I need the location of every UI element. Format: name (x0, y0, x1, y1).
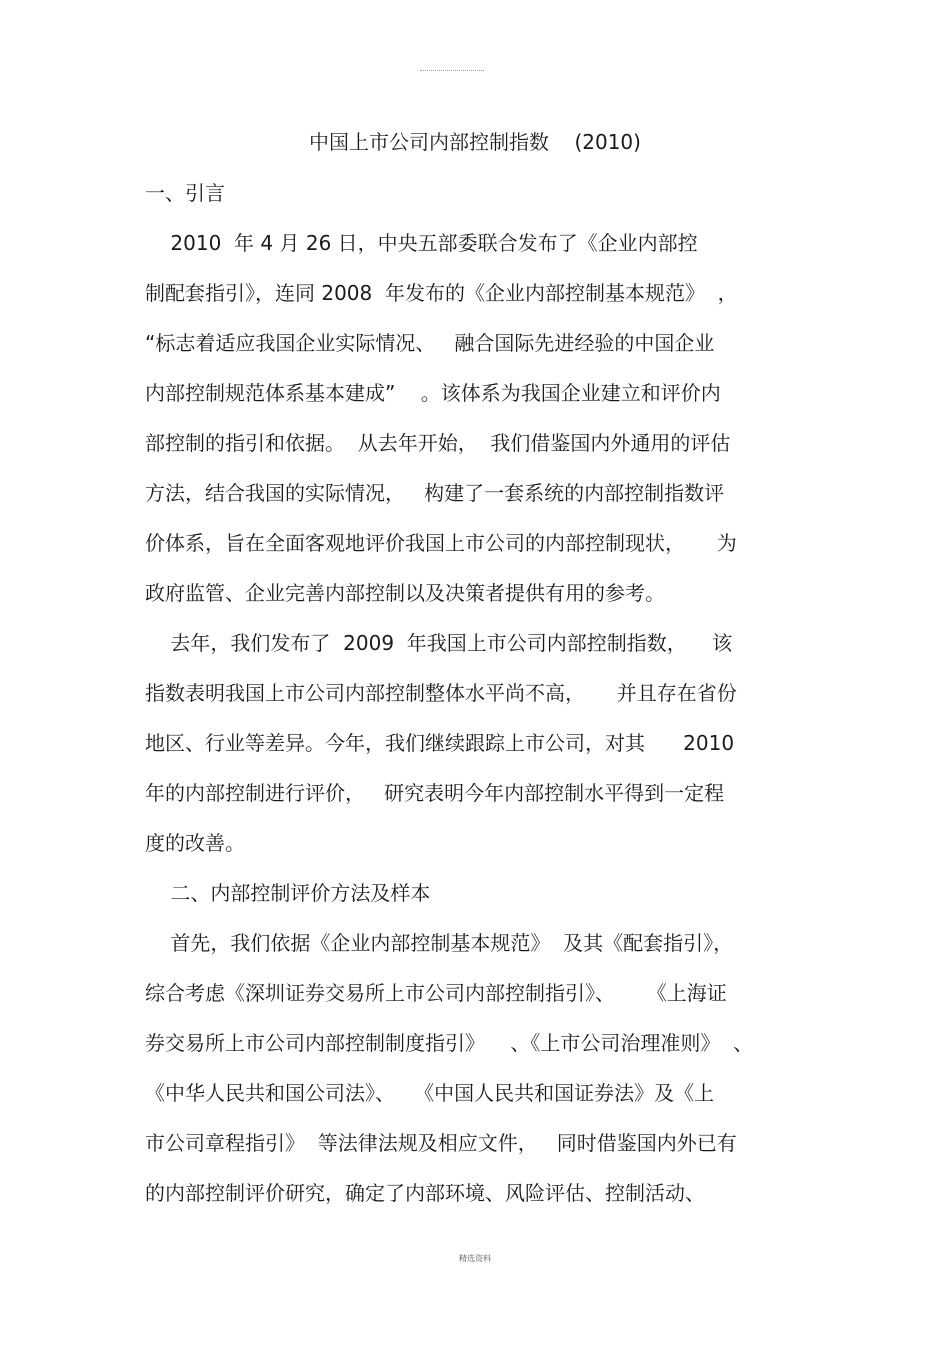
text-line: 指数表明我国上市公司内部控制整体水平尚不高， 并且存在省份 (145, 681, 737, 705)
text-line: 政府监管、企业完善内部控制以及决策者提供有用的参考。 (145, 581, 665, 605)
text-line: 的内部控制评价研究，确定了内部环境、风险评估、控制活动、 (145, 1181, 705, 1205)
text-line: 方法，结合我国的实际情况， 构建了一套系统的内部控制指数评 (145, 481, 725, 505)
body-text (145, 228, 810, 1228)
text-line: 市公司章程指引》 等法律法规及相应文件， 同时借鉴国内外已有 (145, 1131, 737, 1155)
header-dotted-rule (420, 70, 484, 71)
text-line: 首先，我们依据《企业内部控制基本规范》 及其《配套指引》， (145, 931, 734, 955)
text-line: 制配套指引》，连同 2008 年发布的《企业内部控制基本规范》 ， (145, 281, 738, 305)
text-line: 去年，我们发布了 2009 年我国上市公司内部控制指数， 该 (145, 631, 733, 655)
text-line: 券交易所上市公司内部控制制度指引》 、《上市公司治理准则》 、 (145, 1031, 754, 1055)
page-footer: 精选资料 (459, 1254, 491, 1263)
text-line: 部控制的指引和依据。 从去年开始， 我们借鉴国内外通用的评估 (145, 431, 731, 455)
text-line: 价体系，旨在全面客观地评价我国上市公司的内部控制现状， 为 (145, 531, 737, 555)
text-line: 《中华人民共和国公司法》、 《中国人民共和国证券法》及《上 (145, 1081, 715, 1105)
text-line: 年的内部控制进行评价， 研究表明今年内部控制水平得到一定程 (145, 781, 725, 805)
text-line: 2010 年 4 月 26 日，中央五部委联合发布了《企业内部控 (145, 231, 698, 255)
text-line: 度的改善。 (145, 831, 245, 855)
text-line: 综合考虑《深圳证券交易所上市公司内部控制指引》、 《上海证 (145, 981, 727, 1005)
text-line: 内部控制规范体系基本建成” 。该体系为我国企业建立和评价内 (145, 381, 721, 405)
section-heading-methods: 二、内部控制评价方法及样本 (145, 881, 431, 905)
document-title: 中国上市公司内部控制指数 (2010) (309, 130, 641, 154)
text-line: 地区、行业等差异。今年，我们继续跟踪上市公司，对其 2010 (145, 731, 735, 755)
text-line: “标志着适应我国企业实际情况、 融合国际先进经验的中国企业 (145, 331, 715, 355)
section-heading-introduction: 一、引言 (145, 181, 225, 205)
